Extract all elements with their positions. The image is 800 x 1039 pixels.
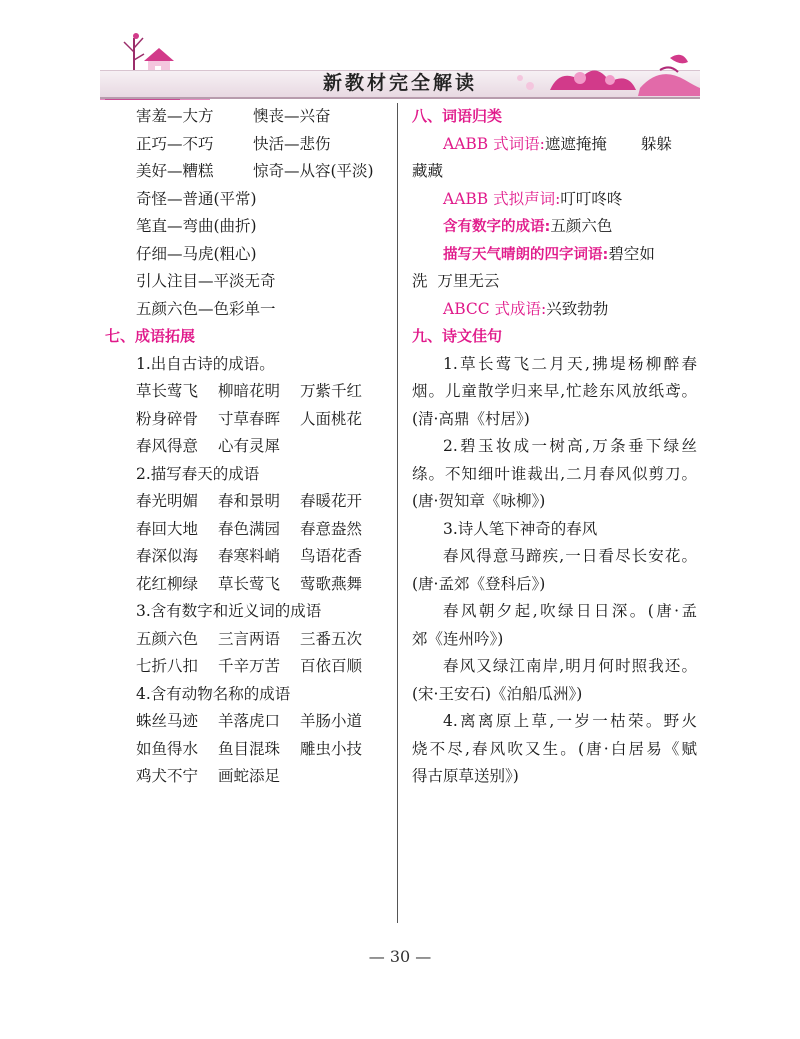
poem-source: (清·高鼎《村居》) (412, 409, 530, 428)
flower-decoration (510, 50, 700, 100)
antonym-pair: 正巧—不巧 (136, 134, 214, 153)
antonym-pair: 美好—糟糕 (136, 162, 214, 180)
poem-line: 绦。不知细叶谁裁出,二月春风似剪刀。 (412, 464, 697, 483)
right-column (412, 103, 697, 791)
idiom: 千辛万苦 (218, 657, 281, 675)
antonym-line: 笔直—弯曲(曲折) (136, 217, 257, 235)
group-title: 3.含有数字和近义词的成语 (136, 602, 322, 620)
poem-line: 春风得意马蹄疾,一日看尽长安花。 (443, 547, 697, 565)
idiom-row (105, 378, 390, 406)
idiom-row (105, 736, 390, 764)
section-7-heading: 七、成语拓展 (105, 327, 196, 345)
number-idiom-text: 五颜六色 (550, 217, 613, 235)
poem-source: (唐·贺知章《咏柳》) (412, 492, 546, 510)
idiom: 人面桃花 (300, 409, 363, 428)
antonym-pair: 懊丧—兴奋 (253, 107, 331, 125)
aabb-words-label: AABB 式词语: (443, 134, 545, 153)
idiom-row (105, 626, 390, 654)
poem-line: 1.草长莺飞二月天,拂堤杨柳醉春 (443, 354, 697, 373)
poem-subtitle: 3.诗人笔下神奇的春风 (443, 519, 598, 538)
weather-words-continued: 洗 万里无云 (412, 272, 500, 290)
idiom: 春和景明 (218, 492, 281, 510)
aabb-words-text-tail: 躲躲 (640, 134, 672, 153)
idiom: 五颜六色 (136, 629, 199, 648)
idiom: 春回大地 (136, 519, 199, 538)
idiom-row (105, 406, 390, 434)
idiom: 春色满园 (218, 519, 281, 538)
weather-words-label: 描写天气晴朗的四字词语: (443, 246, 609, 263)
poem-line: 2.碧玉妆成一树高,万条垂下绿丝 (443, 437, 697, 455)
idiom: 万紫千红 (300, 382, 363, 400)
idiom: 春意盎然 (300, 519, 363, 538)
aabb-words-line (412, 131, 697, 159)
number-idiom-label: 含有数字的成语: (443, 219, 551, 235)
idiom: 三言两语 (218, 629, 281, 648)
section-8-heading: 八、词语归类 (412, 107, 503, 125)
idiom-row (105, 516, 390, 544)
poem-source: 得古原草送别》) (412, 767, 519, 785)
antonym-row (105, 131, 390, 159)
poem-line: 烧不尽,春风吹又生。(唐·白居易《赋 (412, 739, 697, 758)
idiom: 百依百顺 (300, 657, 363, 675)
poem-line: 春风又绿江南岸,明月何时照我还。 (443, 657, 697, 675)
idiom: 羊落虎口 (218, 712, 281, 730)
idiom-row (105, 488, 390, 516)
idiom: 草长莺飞 (218, 574, 281, 593)
section-9-heading: 九、诗文佳句 (412, 327, 503, 345)
aabb-onomatopoeia-label: AABB 式拟声词: (443, 189, 561, 208)
idiom: 寸草春晖 (218, 409, 281, 428)
idiom: 蛛丝马迹 (136, 712, 199, 730)
poem-line: 春风朝夕起,吹绿日日深。(唐·孟 (443, 602, 697, 620)
aabb-words-text: 遮遮掩掩 (544, 134, 607, 153)
antonym-line: 奇怪—普通(平常) (136, 189, 257, 208)
idiom: 鸡犬不宁 (136, 767, 199, 785)
idiom: 花红柳绿 (136, 574, 199, 593)
idiom: 三番五次 (300, 629, 363, 648)
poem-source: (唐·孟郊《登科后》) (412, 574, 546, 593)
idiom-row (105, 763, 390, 791)
group-title: 1.出自古诗的成语。 (136, 354, 275, 373)
column-divider (397, 103, 398, 923)
antonym-row (105, 158, 390, 186)
antonym-pair: 害羞—大方 (136, 107, 214, 125)
abcc-idiom-line (412, 296, 697, 324)
group-title: 4.含有动物名称的成语 (136, 684, 291, 703)
idiom: 羊肠小道 (300, 712, 363, 730)
idiom: 春风得意 (136, 437, 199, 455)
idiom: 春光明媚 (136, 492, 199, 510)
group-title: 2.描写春天的成语 (136, 464, 260, 483)
page-header (100, 30, 700, 102)
idiom-row (105, 653, 390, 681)
poem-line: 烟。儿童散学归来早,忙趁东风放纸鸢。 (412, 382, 697, 400)
number-idiom-line (412, 213, 697, 241)
idiom: 粉身碎骨 (136, 409, 199, 428)
antonym-line: 仔细—马虎(粗心) (136, 244, 257, 263)
idiom: 如鱼得水 (136, 739, 199, 758)
idiom-row (105, 708, 390, 736)
antonym-line: 五颜六色—色彩单一 (136, 299, 276, 318)
idiom: 鸟语花香 (300, 547, 363, 565)
idiom: 画蛇添足 (218, 767, 281, 785)
idiom-row (105, 543, 390, 571)
idiom: 莺歌燕舞 (300, 574, 363, 593)
antonym-pair: 惊奇—从容(平淡) (253, 162, 374, 180)
idiom: 雕虫小技 (300, 739, 363, 758)
aabb-onomatopoeia-text: 叮叮咚咚 (560, 189, 623, 208)
idiom-row (105, 571, 390, 599)
abcc-idiom-text: 兴致勃勃 (546, 299, 609, 318)
idiom: 七折八扣 (136, 657, 199, 675)
idiom: 春寒料峭 (218, 547, 281, 565)
aabb-words-continued: 藏藏 (412, 162, 444, 180)
weather-words-line (412, 241, 697, 269)
idiom: 心有灵犀 (218, 437, 281, 455)
abcc-idiom-label: ABCC 式成语: (443, 299, 547, 318)
page-number: — 30 — (368, 947, 432, 966)
idiom: 春深似海 (136, 547, 199, 565)
antonym-row (105, 103, 390, 131)
aabb-onomatopoeia-line (412, 186, 697, 214)
idiom: 春暖花开 (300, 492, 363, 510)
poem-line: 4.离离原上草,一岁一枯荣。野火 (443, 712, 697, 730)
idiom: 草长莺飞 (136, 382, 199, 400)
idiom: 鱼目混珠 (218, 739, 281, 758)
weather-words-text: 碧空如 (608, 244, 655, 263)
idiom: 柳暗花明 (218, 382, 281, 400)
antonym-line: 引人注目—平淡无奇 (136, 272, 276, 290)
header-title: 新教材完全解读 (322, 72, 477, 94)
antonym-pair: 快活—悲伤 (253, 134, 331, 153)
left-column (105, 103, 390, 791)
idiom-row (105, 433, 390, 461)
poem-source: 郊《连州吟》) (412, 629, 504, 648)
poem-source: (宋·王安石)《泊船瓜洲》) (412, 684, 583, 703)
